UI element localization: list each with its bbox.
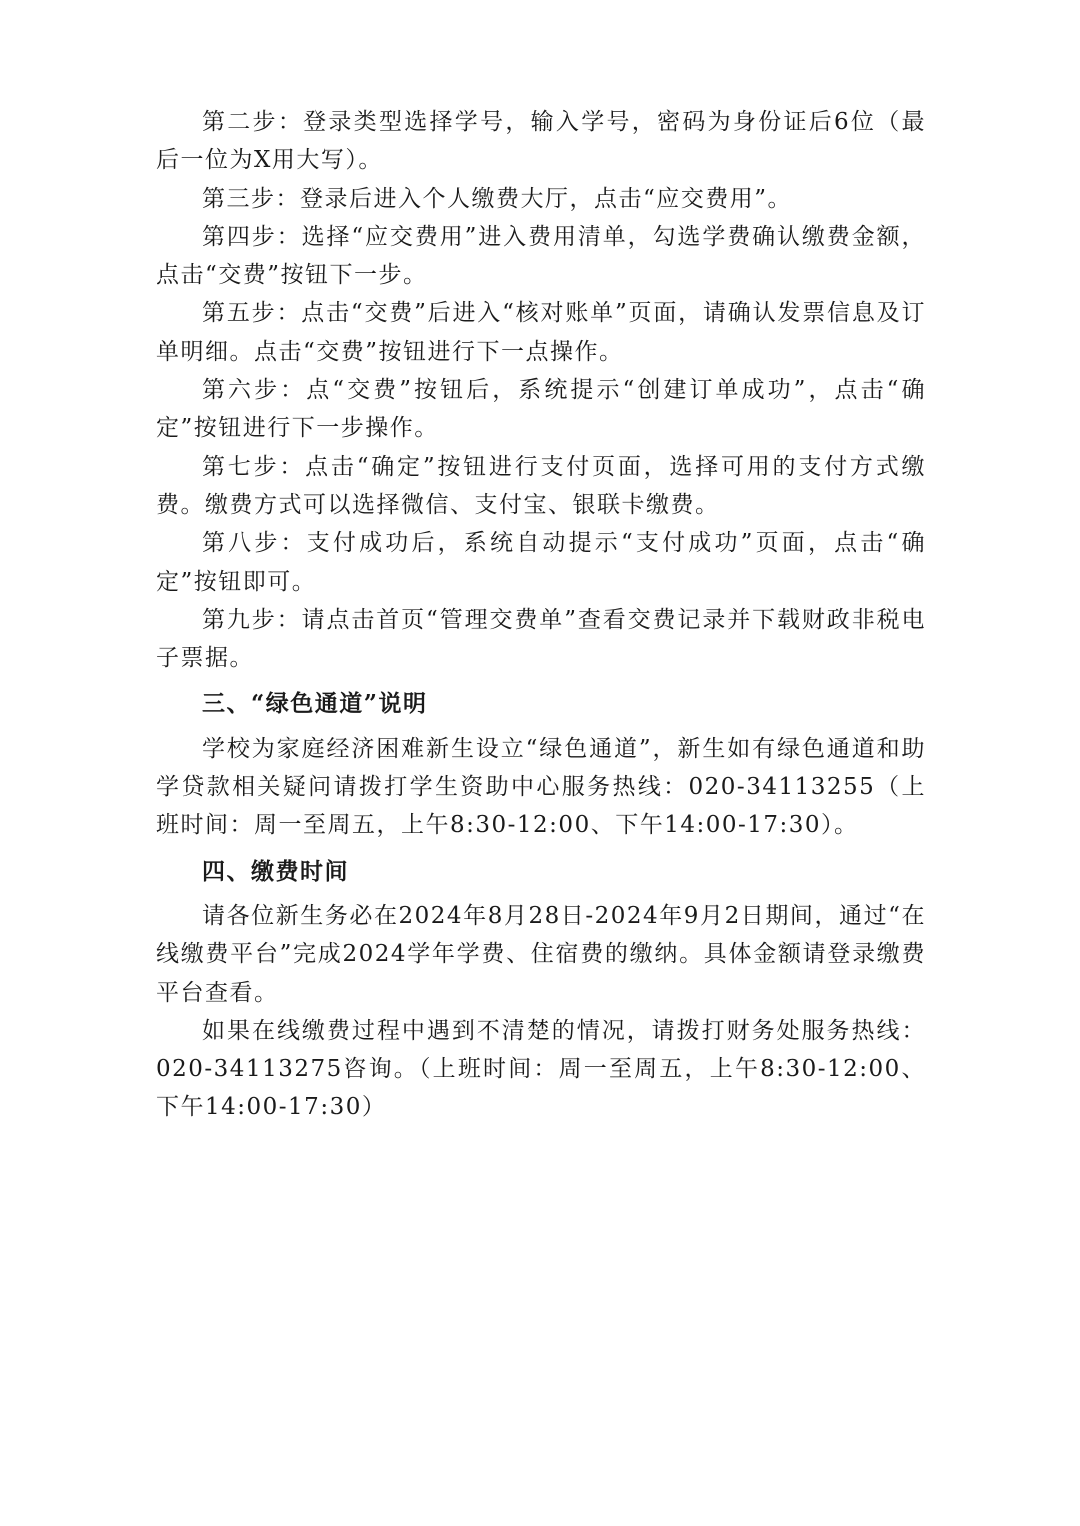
step-6-paragraph: 第六步：点“交费”按钮后，系统提示“创建订单成功”，点击“确定”按钮进行下一步操作。 xyxy=(156,377,926,442)
step-2-paragraph: 第二步：登录类型选择学号，输入学号，密码为身份证后6位（最后一位为X用大写）。 xyxy=(156,109,926,174)
section-4-body-2: 如果在线缴费过程中遇到不清楚的情况，请拨打财务处服务热线：020-34113275咨询。（上班时间：周一至周五，上午8:30-12:00、下午14:00-17:30） xyxy=(156,1017,926,1121)
step-3-paragraph: 第三步：登录后进入个人缴费大厅，点击“应交费用”。 xyxy=(202,185,793,212)
step-4-paragraph: 第四步：选择“应交费用”进入费用清单，勾选学费确认缴费金额，点击“交费”按钮下一步。 xyxy=(156,223,926,289)
step-5-paragraph: 第五步：点击“交费”后进入“核对账单”页面，请确认发票信息及订单明细。点击“交费”按钮进行下一点操作。 xyxy=(156,300,926,365)
document-page xyxy=(156,103,926,1127)
step-7-paragraph: 第七步：点击“确定”按钮进行支付页面，选择可用的支付方式缴费。缴费方式可以选择微信、支付宝、银联卡缴费。 xyxy=(156,453,926,518)
section-4-body-1: 请各位新生务必在2024年8月28日-2024年9月2日期间，通过“在线缴费平台”完成2024学年学费、住宿费的缴纳。具体金额请登录缴费平台查看。 xyxy=(156,902,926,1006)
section-3-body: 学校为家庭经济困难新生设立“绿色通道”，新生如有绿色通道和助学贷款相关疑问请拨打学生资助中心服务热线：020-34113255（上班时间：周一至周五，上午8:30-12:00、下午14:00-17:30）。 xyxy=(156,735,926,839)
step-9-paragraph: 第九步：请点击首页“管理交费单”查看交费记录并下载财政非税电子票据。 xyxy=(156,606,926,672)
section-3-heading: 三、“绿色通道”说明 xyxy=(202,690,428,718)
section-4-heading: 四、缴费时间 xyxy=(202,857,349,885)
step-8-paragraph: 第八步：支付成功后，系统自动提示“支付成功”页面，点击“确定”按钮即可。 xyxy=(156,530,926,595)
